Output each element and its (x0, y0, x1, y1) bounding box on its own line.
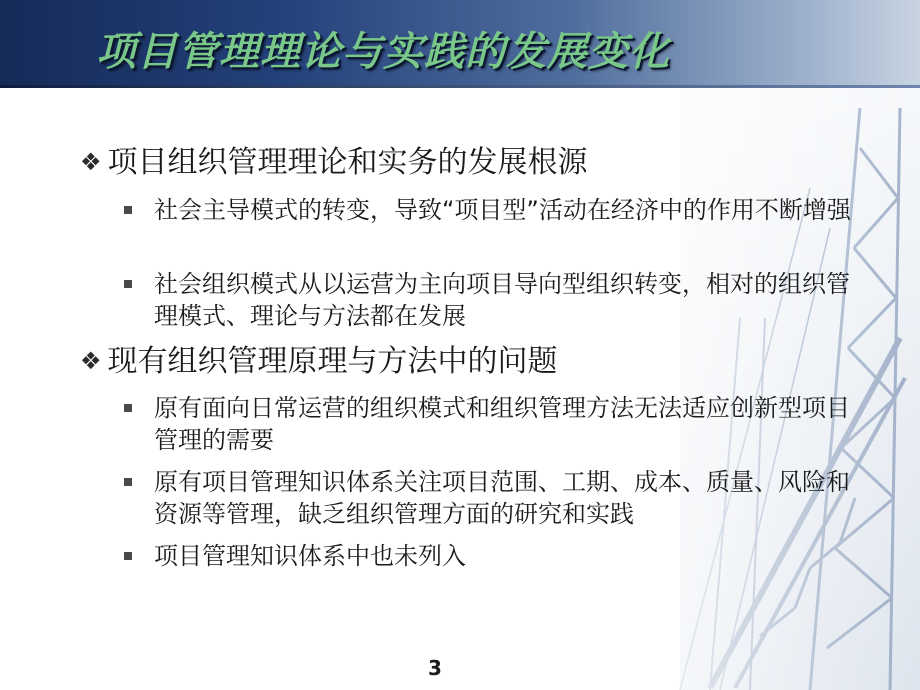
list-item (124, 540, 864, 572)
bullet-text: 社会主导模式的转变，导致“项目型”活动在经济中的作用不断增强 (154, 196, 851, 224)
diamond-bullet-icon: ❖ (80, 347, 102, 375)
bullet-text: 原有面向日常运营的组织模式和组织管理方法无法适应创新型项目管理的需要 (154, 394, 850, 454)
section-heading-1 (80, 146, 588, 181)
list-item (124, 466, 864, 530)
bullet-text: 社会组织模式从以运营为主向项目导向型组织转变，相对的组织管理模式、理论与方法都在发展 (154, 270, 850, 330)
bullet-text: 项目管理知识体系中也未列入 (154, 542, 466, 570)
square-bullet-icon (124, 404, 132, 412)
square-bullet-icon (124, 478, 132, 486)
list-item (124, 392, 864, 456)
section-heading-2 (80, 345, 558, 380)
square-bullet-icon (124, 552, 132, 560)
slide-title: 项目管理理论与实践的发展变化 (96, 29, 670, 75)
square-bullet-icon (124, 206, 132, 214)
bullet-text: 原有项目管理知识体系关注项目范围、工期、成本、质量、风险和资源等管理，缺乏组织管理方面的研究和实践 (154, 468, 850, 528)
diamond-bullet-icon: ❖ (80, 148, 102, 176)
section-heading-text: 现有组织管理原理与方法中的问题 (107, 344, 558, 379)
list-item (124, 194, 864, 258)
section-heading-text: 项目组织管理理论和实务的发展根源 (107, 145, 588, 180)
list-item (124, 268, 864, 332)
square-bullet-icon (124, 280, 132, 288)
page-number: 3 (428, 656, 442, 680)
